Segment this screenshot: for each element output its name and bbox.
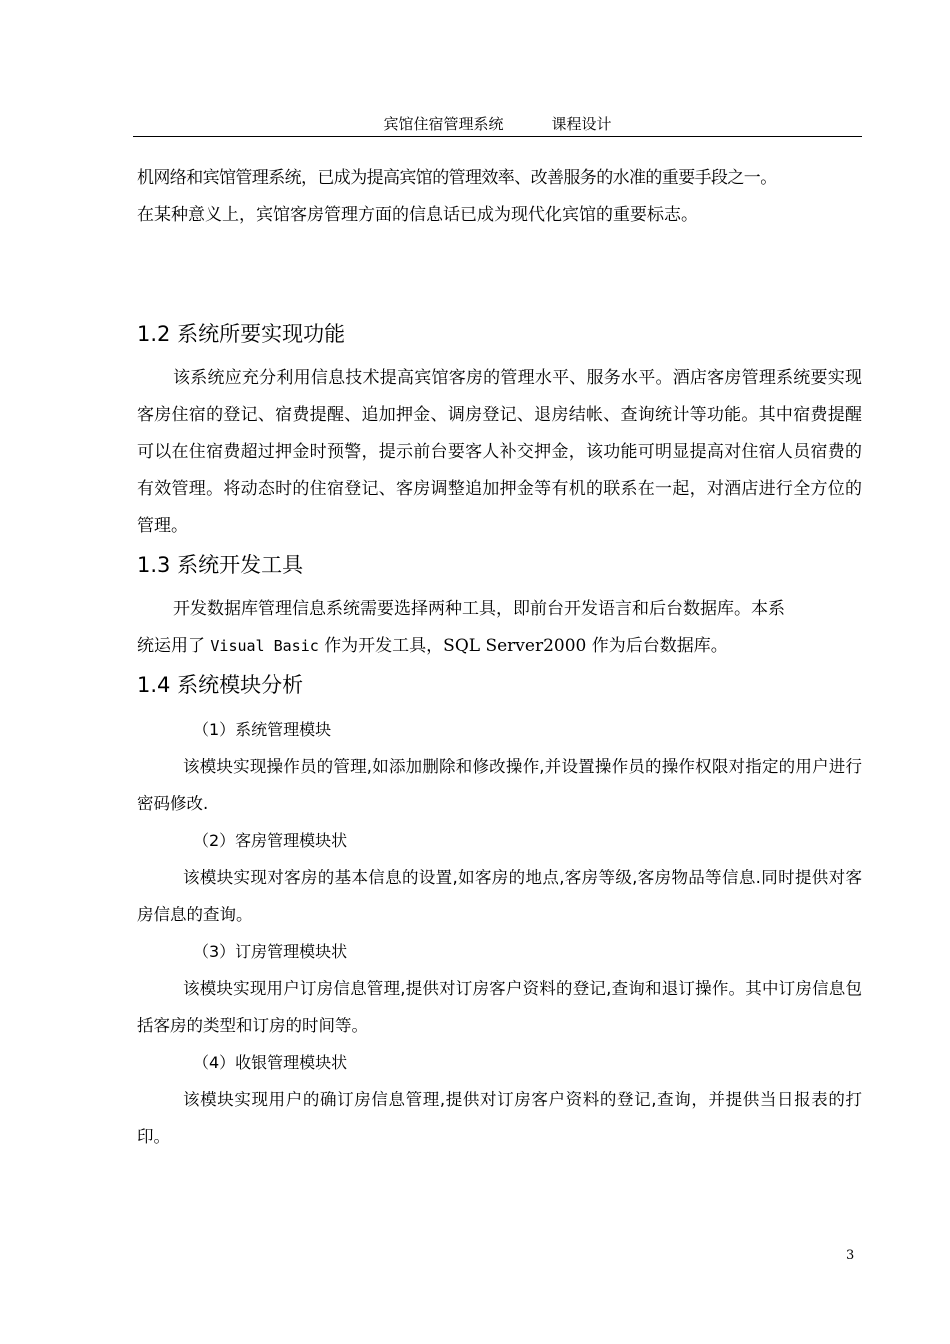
- module-1-text: 该模块实现操作员的管理,如添加删除和修改操作,并设置操作员的操作权限对指定的用户进行密码修改.: [137, 757, 862, 813]
- module-3-text: 该模块实现用户订房信息管理,提供对订房客户资料的登记,查询和退订操作。其中订房信息包括客房的类型和订房的时间等。: [137, 979, 862, 1035]
- line2-part-a: 统运用了: [137, 636, 205, 656]
- section-1-3-line-2: [137, 628, 862, 665]
- module-4-text: 该模块实现用户的确订房信息管理,提供对订房客户资料的登记,查询，并提供当日报表的打印。: [137, 1090, 862, 1146]
- page-content: [137, 160, 862, 1155]
- module-3-title: （3）订房管理模块状: [193, 942, 348, 961]
- module-2-text: 该模块实现对客房的基本信息的设置,如客房的地点,客房等级,客房物品等信息.同时提供对客房信息的查询。: [137, 868, 862, 924]
- header-subtitle: 课程设计: [551, 115, 612, 133]
- page-number: 3: [846, 1248, 855, 1263]
- module-2-title: （2）客房管理模块状: [193, 831, 348, 850]
- module-1-title: （1）系统管理模块: [193, 720, 332, 739]
- tool-name-visual-basic: Visual Basic: [210, 637, 319, 655]
- intro-line-1: 机网络和宾馆管理系统，已成为提高宾馆的管理效率、改善服务的水准的重要手段之一。: [137, 168, 777, 188]
- header-rule: [133, 136, 862, 137]
- section-heading-1-4: 1.4 系统模块分析: [137, 673, 304, 697]
- module-4-title: （4）收银管理模块状: [193, 1053, 348, 1072]
- section-heading-1-3: 1.3 系统开发工具: [137, 553, 304, 577]
- line2-part-c: 作为开发工具，SQL Server2000 作为后台数据库。: [324, 636, 728, 656]
- header-title: 宾馆住宿管理系统: [383, 115, 504, 133]
- section-1-3-line-1: 开发数据库管理信息系统需要选择两种工具，即前台开发语言和后台数据库。本系: [173, 599, 785, 619]
- section-heading-1-2: 1.2 系统所要实现功能: [137, 322, 346, 346]
- intro-line-2: 在某种意义上，宾馆客房管理方面的信息话已成为现代化宾馆的重要标志。: [137, 205, 698, 225]
- running-header: [133, 112, 862, 136]
- section-1-2-paragraph: 该系统应充分利用信息技术提高宾馆客房的管理水平、服务水平。酒店客房管理系统要实现客房住宿的登记、宿费提醒、追加押金、调房登记、退房结帐、查询统计等功能。其中宿费提醒可以在住宿费超过押金时预警，提示前台要客人补交押金，该功能可明显提高对住宿人员宿费的有效管理。将动态时的住宿登记、客房调整追加押金等有机的联系在一起，对酒店进行全方位的管理。: [137, 368, 862, 536]
